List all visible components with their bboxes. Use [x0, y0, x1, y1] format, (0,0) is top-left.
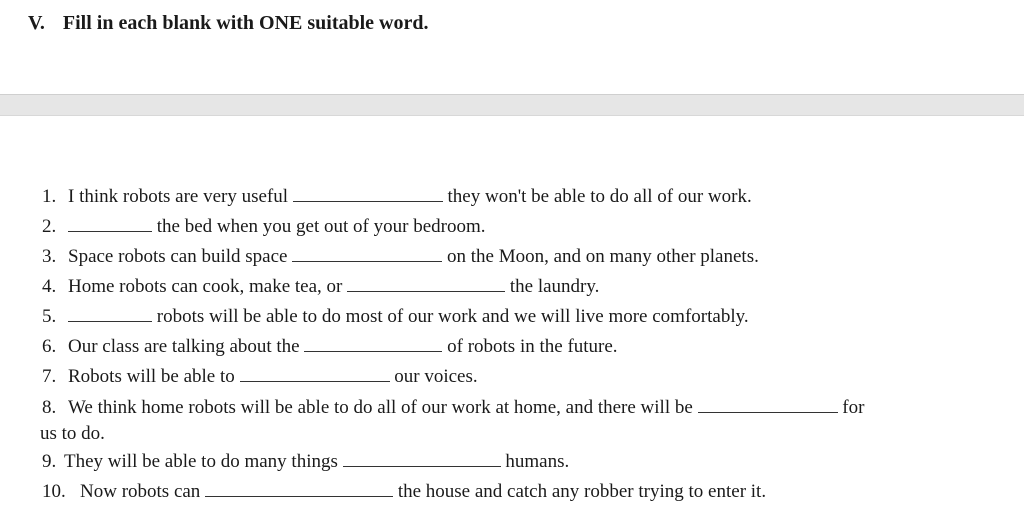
question-1 — [42, 182, 1012, 212]
question-number: 4. — [42, 276, 57, 297]
question-text-before: Our class are talking about the — [68, 336, 305, 357]
question-8 — [42, 394, 1012, 447]
section-heading — [28, 12, 429, 35]
question-text-before: Now robots can — [80, 481, 206, 502]
separator-band — [0, 94, 1024, 116]
question-number: 5. — [42, 306, 57, 327]
question-number: 6. — [42, 336, 57, 357]
section-title: Fill in each blank with ONE suitable word. — [62, 12, 429, 34]
question-7 — [42, 362, 1012, 392]
question-4 — [42, 272, 1012, 302]
question-5 — [42, 302, 1012, 332]
question-list — [42, 182, 1012, 507]
question-text-after: the bed when you get out of your bedroom. — [152, 216, 486, 237]
question-text-after: they won't be able to do all of our work. — [442, 186, 752, 207]
answer-blank[interactable] — [343, 448, 501, 467]
question-text-before: Home robots can cook, make tea, or — [68, 276, 348, 297]
question-text-after: our voices. — [389, 366, 478, 387]
question-6 — [42, 332, 1012, 362]
answer-blank[interactable] — [293, 183, 443, 202]
question-text-after: for — [837, 397, 865, 418]
question-text-before: They will be able to do many things — [64, 451, 343, 472]
question-number: 3. — [42, 246, 57, 267]
question-9 — [42, 447, 1012, 477]
question-text-before: Space robots can build space — [68, 246, 293, 267]
question-text-after: the house and catch any robber trying to enter it. — [393, 481, 767, 502]
question-2 — [42, 212, 1012, 242]
question-text-before: I think robots are very useful — [68, 186, 293, 207]
question-continuation: us to do. — [40, 423, 105, 444]
answer-blank[interactable] — [347, 273, 505, 292]
question-3 — [42, 242, 1012, 272]
answer-blank[interactable] — [240, 363, 390, 382]
answer-blank[interactable] — [205, 478, 393, 497]
question-number: 9. — [42, 451, 57, 472]
answer-blank[interactable] — [304, 333, 442, 352]
answer-blank[interactable] — [292, 243, 442, 262]
question-text-after: of robots in the future. — [442, 336, 618, 357]
question-number: 7. — [42, 366, 57, 387]
answer-blank[interactable] — [68, 213, 152, 232]
question-number: 1. — [42, 186, 57, 207]
question-number: 8. — [42, 397, 57, 418]
answer-blank[interactable] — [68, 303, 152, 322]
section-number: V. — [28, 12, 45, 34]
question-text-before: Robots will be able to — [68, 366, 240, 387]
question-text-after: humans. — [500, 451, 570, 472]
question-10 — [42, 477, 1012, 507]
question-text-after: on the Moon, and on many other planets. — [442, 246, 759, 267]
question-number: 2. — [42, 216, 57, 237]
answer-blank[interactable] — [698, 394, 838, 413]
question-number: 10. — [42, 481, 66, 502]
question-text-after: robots will be able to do most of our work and we will live more comfortably. — [152, 306, 749, 327]
question-text-before: We think home robots will be able to do all of our work at home, and there will be — [68, 397, 698, 418]
question-text-after: the laundry. — [505, 276, 600, 297]
